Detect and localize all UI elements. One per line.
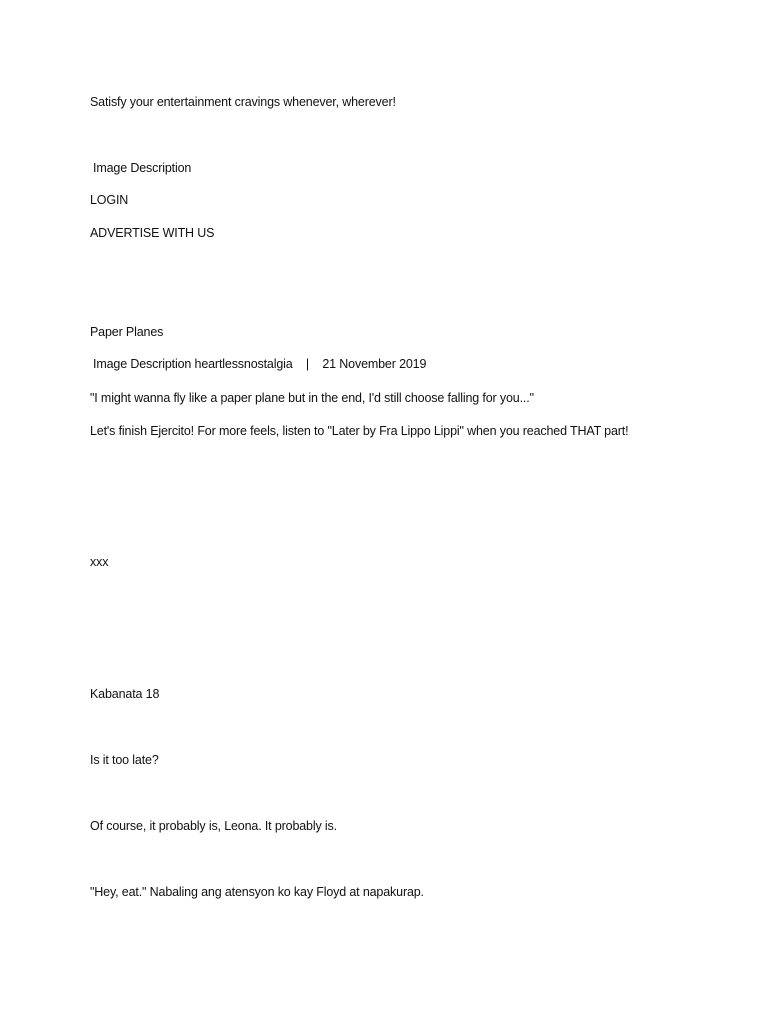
header-image-placeholder — [90, 160, 191, 176]
post-note: Let's finish Ejercito! For more feels, listen to "Later by Fra Lippo Lippi" when you reached THAT part! — [90, 424, 629, 438]
post-author-link[interactable]: heartlessnostalgia — [194, 357, 293, 371]
post-meta — [90, 356, 426, 372]
post-date: 21 November 2019 — [322, 357, 427, 371]
story-paragraph: "Hey, eat." Nabaling ang atensyon ko kay Floyd at napakurap. — [90, 885, 424, 899]
site-tagline: Satisfy your entertainment cravings whenever, wherever! — [90, 95, 396, 109]
chapter-heading: Kabanata 18 — [90, 687, 160, 701]
post-quote: "I might wanna fly like a paper plane but in the end, I'd still choose falling for you..." — [90, 391, 534, 405]
header-image-description: Image Description — [93, 161, 192, 175]
section-divider: xxx — [90, 555, 109, 569]
post-title: Paper Planes — [90, 325, 164, 339]
author-avatar-description: Image Description — [93, 357, 192, 371]
meta-separator: | — [305, 357, 310, 371]
story-paragraph: Is it too late? — [90, 753, 159, 767]
login-link[interactable]: LOGIN — [90, 193, 129, 207]
advertise-link[interactable]: ADVERTISE WITH US — [90, 226, 215, 240]
story-paragraph: Of course, it probably is, Leona. It probably is. — [90, 819, 337, 833]
